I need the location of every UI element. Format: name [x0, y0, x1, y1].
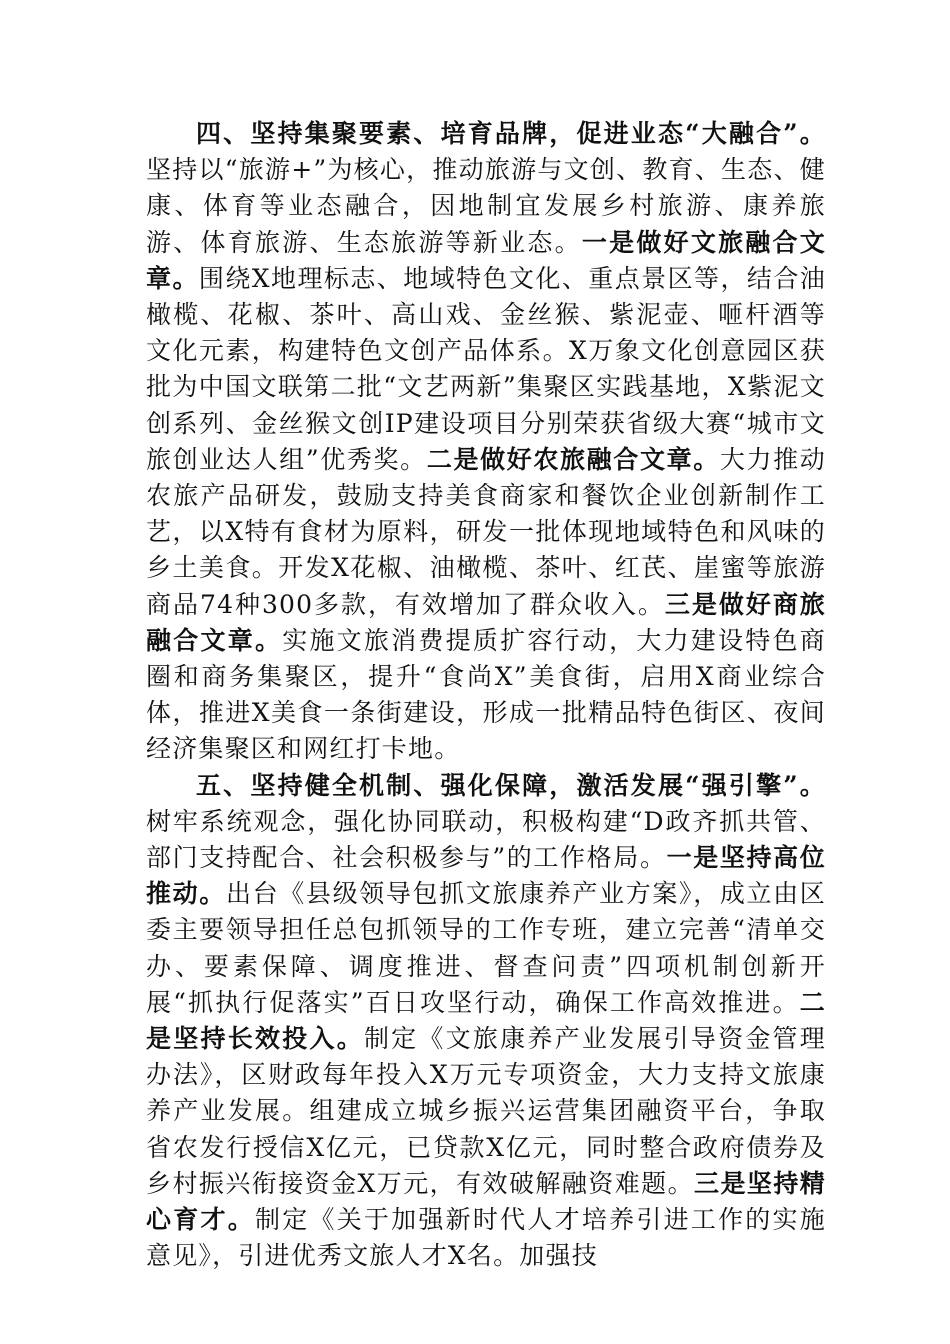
measure-two-heading: 二是坚持长效投入。 — [146, 987, 826, 1054]
measure-one-heading: 一是坚持高位推动。 — [146, 843, 826, 909]
section-four-intro: 坚持以“旅游+”为核心，推动旅游与文创、教育、生态、健康、体育等业态融合，因地制宜发展乡村旅游、康养旅游、体育旅游、生态旅游等新业态。 — [146, 155, 826, 257]
point-two-heading: 二是做好农旅融合文章。 — [426, 444, 720, 474]
measure-three-body: 制定《关于加强新时代人才培养引进工作的实施意见》，引进优秀文旅人才X名。加强技 — [146, 1205, 826, 1271]
measure-two-body: 制定《文旅康养产业发展引导资金管理办法》，区财政每年投入X万元专项资金，大力支持文旅康养产业发展。组建成立城乡振兴运营集团融资平台，争取省农发行授信X亿元，已贷款X亿元，同时整合政府债券及乡村振兴衔接资金X万元，有效破解融资难题。 — [146, 1024, 826, 1198]
measure-three-heading: 三是坚持精心育才。 — [146, 1168, 826, 1235]
section-four-heading: 四、坚持集聚要素、培育品牌，促进业态“大融合”。 — [196, 119, 826, 148]
document-page — [146, 116, 826, 1275]
point-one-heading: 一是做好文旅融合文章。 — [146, 227, 826, 293]
measure-one-body: 出台《县级领导包抓文旅康养产业方案》，成立由区委主要领导担任总包抓领导的工作专班，建立完善“清单交办、要素保障、调度推进、督查问责”四项机制创新开展“抓执行促落实”百日攻坚行动，确保工作高效推进。 — [146, 879, 826, 1017]
point-three-body: 实施文旅消费提质扩容行动，大力建设特色商圈和商务集聚区，提升“食尚X”美食街，启用X商业综合体，推进X美食一条街建设，形成一批精品特色街区、夜间经济集聚区和网红打卡地。 — [146, 625, 826, 764]
point-one-body: 围绕X地理标志、地域特色文化、重点景区等，结合油橄榄、花椒、茶叶、高山戏、金丝猴、紫泥壶、咂杆酒等文化元素，构建特色文创产品体系。X万象文化创意园区获批为中国文联第二批“文艺两新”集聚区实践基地，X紫泥文创系列、金丝猴文创IP建设项目分别荣获省级大赛“城市文旅创业达人组”优秀奖。 — [146, 263, 826, 474]
section-five-heading: 五、坚持健全机制、强化保障，激活发展“强引擎”。 — [196, 770, 826, 800]
point-two-body: 大力推动农旅产品研发，鼓励支持美食商家和餐饮企业创新制作工艺，以X特有食材为原料，研发一批体现地域特色和风味的乡土美食。开发X花椒、油橄榄、茶叶、红芪、崖蜜等旅游商品74种300多款，有效增加了群众收入。 — [146, 444, 826, 619]
paragraph-section-four — [146, 116, 826, 768]
point-three-heading: 三是做好商旅融合文章。 — [146, 589, 827, 655]
paragraph-section-five — [146, 768, 826, 1275]
section-five-intro: 树牢系统观念，强化协同联动，积极构建“D政齐抓共管、部门支持配合、社会积极参与”的工作格局。 — [146, 806, 826, 873]
